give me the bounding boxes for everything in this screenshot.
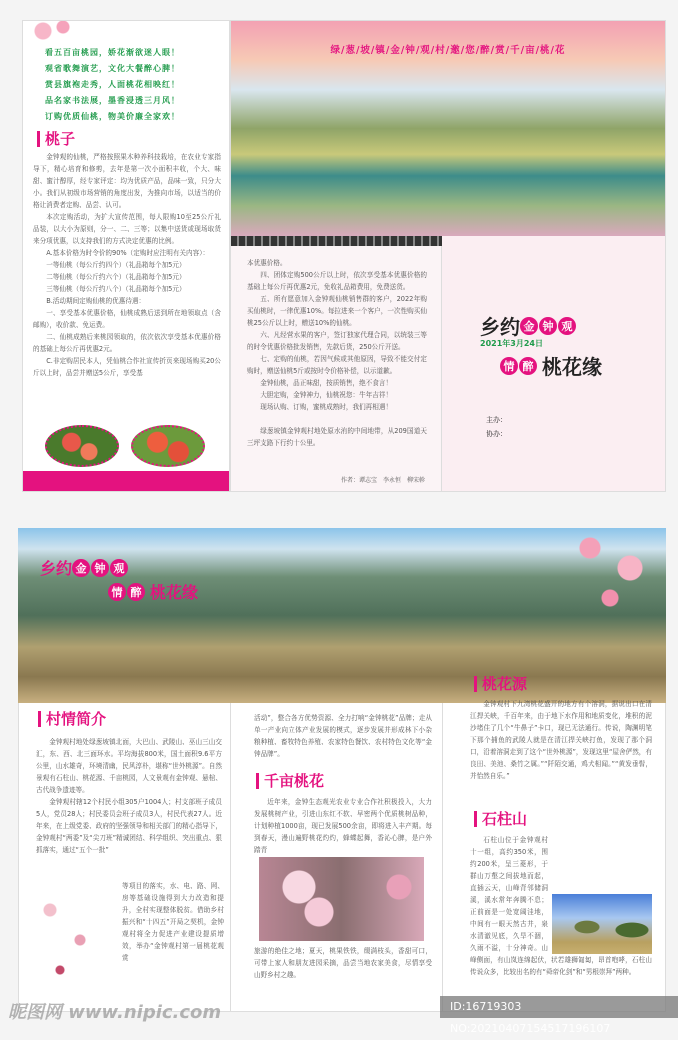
- title-circle: 金: [520, 317, 538, 335]
- watermark-id: ID:16719303 NO:20210407154517196107: [440, 996, 678, 1018]
- paragraph: 石柱山位于金钟观村十一组，高约350米，围约200米，呈三菱形，于群山万壑之间拔地而起，直插云天，山峰背邻储洞溪，溪水常年奔腾不息；正前面是一处宽阔洼地，中间有一眼天然古井，泉水清澈见底，久旱不涸，久雨不溢，十分神奇。山峰侧面，有山岚连绵起伏，状若雄狮匍匐，昂首咆哮，石柱山传说众多，比较出名的有“舜帝化剑”和“男根崇拜”两种。: [470, 836, 652, 976]
- slogan: 赏县旗袍走秀，人面桃花相映红！: [45, 80, 180, 89]
- slogan: 观省歌舞演艺，文化大餐醉心脾！: [45, 64, 180, 73]
- authors: 作者：谭志宝 李永恒 柳宋軫: [340, 477, 425, 484]
- paragraph: 金钟观村下九湾桃花盛开的地方有个溶洞，据说出口在清江捍关峡，千百年来，由于地下水作用和地质变化，堆积的泥沙堵住了几个“牛鼻子”卡口，现已无法通行。传说，陶渊明笔下那个捕鱼的武陵人就是在清江捍关峡打鱼，发现了那个洞口，沿着溶洞走到了这个“世外桃源”，发现这里“屋舍俨然，有良田、美池、桑竹之属。”“阡陌交通，鸡犬相闻。”“黄发垂髫，并怡然自乐。”: [470, 700, 652, 780]
- title-circle: 情: [500, 357, 518, 375]
- peach-photo-2: [131, 425, 205, 467]
- source-text: [470, 698, 652, 782]
- plum-branch-decoration: [20, 880, 120, 990]
- paragraph: A.基本价格为时令价的90%（定购时应注明有关内容）：: [46, 249, 210, 257]
- dotted-divider: [231, 236, 442, 246]
- peach-photo-1: [45, 425, 119, 467]
- cover-title-line2: [500, 351, 602, 380]
- paragraph: 五、所有愿意加入金钟观仙桃销售群的客户，2022年购买仙桃时，一律优惠10%。每拉进来一个客户，一次性购买仙桃25公斤以上时，赠送10%的仙桃。: [247, 295, 427, 327]
- title-circle: 醉: [127, 583, 145, 601]
- flower-text-continued: [254, 945, 432, 981]
- slogans: [45, 45, 180, 125]
- title-circle: 观: [110, 559, 128, 577]
- host-label: 主办：: [486, 416, 507, 424]
- magenta-band: [23, 471, 229, 491]
- stone-pillar-photo: [552, 894, 652, 954]
- peach-blossom-photo: [259, 857, 424, 941]
- paragraph: C.非定购居民本人，凭仙桃合作社宣传折页来现场购买20公斤以上时，品尝并赠送5公斤，享受基: [33, 357, 221, 377]
- paragraph: 一等仙桃（每公斤约四个）（礼品箱每个加5元）: [46, 261, 186, 269]
- paragraph: 绿葱坡镇金钟观村地处原水洧的中间地带，从209国道天三坪支路下行约十公里。: [247, 427, 427, 447]
- paragraph: 金钟仙桃，品正味甜，按质销售，绝不食言！: [260, 379, 393, 387]
- panorama-title-line1: [40, 556, 129, 579]
- title-circle: 情: [108, 583, 126, 601]
- fold-line: [442, 703, 443, 1012]
- slogan: 品名家书法展，墨香浸透三月风！: [45, 96, 180, 105]
- paragraph: 等项目的落实，水、电、路、网、房等基础设施得到大力改造和提升，全村实现整体脱贫。借助乡村振兴和“十四五”开局之契机，金钟观村将全力促进产业建设提质增效，举办“金钟观村第一届桃花观赏: [122, 882, 224, 962]
- paragraph: 大胆定购，金钟神力，仙桃祝您：牛年吉祥！: [260, 391, 393, 399]
- paragraph: 现场认购、订购，蜜桃成熟时，我们再相遇！: [260, 403, 393, 411]
- cover-title-line1: [480, 311, 577, 340]
- paragraph: 四、团体定购500公斤以上时，依次享受基本优惠价格的基础上每公斤再优惠2元，免收礼品箱费用，免费送货。: [247, 271, 427, 291]
- village-text-continued: [122, 880, 224, 964]
- paragraph: 金钟观村辖12个村民小组305户1004人；村支部班子成员5人，党员28人；村民委员会班子成员3人，村民代表27人。近年来，在上级党委、政府的坚强领导和相关部门的精心指导下，金钟观村“两委”及“尖刀班”精诚团结、科学组织、突出重点、狠抓落实，通过“五个一批”: [36, 798, 222, 854]
- paragraph: 六、凡经营水果的客户，签订独家代理合同，以统装三等的时令优惠价格批发销售，先款后货，250公斤开送。: [247, 331, 427, 351]
- title-circle: 观: [558, 317, 576, 335]
- paragraph: 近年来，金钟生态观光农业专业合作社积极投入，大力发展桃树产业，引进山东红不软、早密两个优质桃树品种，计划种植1000亩，现已发展500余亩，即将进入丰产期。每到春天，漫山遍野桃花灼灼，蜂蝶起舞，香沁心脾，是户外踏青: [254, 798, 432, 854]
- paragraph: 金钟观的仙桃，严格按照果木种养科技栽培，在农业专家指导下，精心培育和修剪，去年是第一次小面积丰收，个大、味甜、蜜汁醇厚，经专家评定：均为优质产品，品味一致，只分大小。我们从初级市场营销的角度出发，为推向市场，以适当的价格让消费者定购、品尝、认可。: [33, 153, 221, 209]
- banner-text: 绿/葱/坡/镇/金/钟/观/村/邀/您/醉/赏/千/亩/桃/花: [330, 45, 566, 56]
- watermark-logo: 昵图网 www.nipic.com: [8, 1002, 222, 1023]
- cohost-label: 协办：: [486, 430, 507, 438]
- paragraph: 活动”，整合各方优势资源、全力打响“金钟桃花”品牌；走从单一产业向立体产业发展的模式，逐步发展并形成林下小杂粮种植、畜牧特色养殖、农家特色餐饮、农村特色文化等“金钟品牌”。: [254, 714, 432, 758]
- cover-date: 2021年3月24日: [480, 339, 543, 348]
- flower-heading: 千亩桃花: [256, 773, 324, 789]
- village-text: [36, 736, 222, 856]
- paragraph: 三等仙桃（每公斤约八个）（礼品箱每个加5元）: [46, 285, 186, 293]
- flower-text: [254, 796, 432, 856]
- paragraph: 二等仙桃（每公斤约六个）（礼品箱每个加5元）: [46, 273, 186, 281]
- middle-text: [247, 257, 427, 449]
- title-text: 乡约: [480, 315, 520, 339]
- fold-line: [230, 703, 231, 1012]
- paragraph: 一、享受基本优惠价格，仙桃成熟后送到所在地领取点（含邮购），收价款、免运费。: [33, 309, 221, 329]
- paragraph: 金钟观村地处绿葱坡镇北面，大巴山、武陵山、巫山三山交汇，东、西、北三面环水。平均海拔800米，国土面积9.6平方公里，山水雄奇，环境清幽，民风淳朴，堪称“世外桃源”。自然景观有石柱山、桃花源、千亩桃园，人文景观有金钟观、悬棺、古代战争遗迹等。: [36, 738, 222, 794]
- blossom-decoration: [23, 21, 83, 45]
- paragraph: 本优惠价格。: [247, 259, 287, 267]
- paragraph: B.活动期间定购仙桃的优惠待遇：: [46, 297, 146, 305]
- title-circle: 金: [72, 559, 90, 577]
- panorama-title-line2: [108, 580, 198, 603]
- middle-bottom-text: [254, 712, 432, 760]
- peach-heading: 桃子: [37, 131, 75, 147]
- stone-text: [470, 834, 652, 978]
- title-text: 乡约: [40, 559, 73, 578]
- village-heading: 村情简介: [38, 711, 106, 727]
- title-text: 桃花缘: [542, 355, 602, 379]
- slogan: 订购优质仙桃，物美价廉全家欢！: [45, 112, 180, 121]
- top-left-panel: [22, 20, 230, 492]
- peach-text: [33, 151, 221, 379]
- blossom-decoration: [560, 528, 666, 618]
- source-heading: 桃花源: [474, 676, 527, 692]
- slogan: 看五百亩桃园，娇花渐欲迷人眼！: [45, 48, 180, 57]
- paragraph: 本次定购活动，为扩大宣传范围，每人限购10至25公斤礼品装，以大小为原则，分一、二、三等；以集中送货或现场取货来分项优惠，以支持我们的方式决定优惠的比例。: [33, 213, 221, 245]
- paragraph: 二、仙桃成熟后来桃园领取的，依次依次享受基本优惠价格的基础上每公斤再优惠2元。: [33, 333, 221, 353]
- title-circle: 醉: [519, 357, 537, 375]
- paragraph: 七、定购的仙桃，若因气候或其他原因，导致不能交付定购时，赠送仙桃5斤或按时令价格补偿，以示道歉。: [247, 355, 427, 375]
- paragraph: [247, 413, 427, 425]
- title-circle: 钟: [539, 317, 557, 335]
- stone-heading: 石柱山: [474, 811, 527, 827]
- paragraph: 旅游的绝佳之地；夏天，桃果铁铁，缀满枝头，香甜可口，可带上家人和朋友进园采摘，品尝当地农家美食，尽情享受山野乡村之趣。: [254, 947, 432, 979]
- title-circle: 钟: [91, 559, 109, 577]
- title-text: 桃花缘: [150, 583, 199, 602]
